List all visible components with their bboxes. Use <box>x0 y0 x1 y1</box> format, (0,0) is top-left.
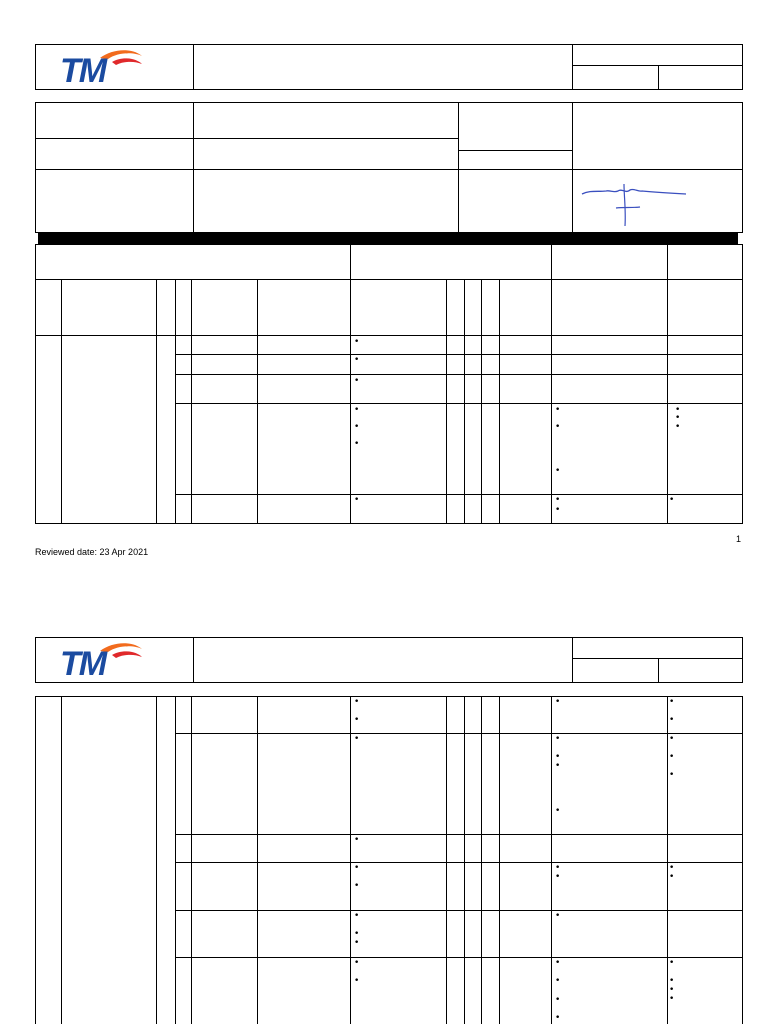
info-divider <box>193 102 194 233</box>
bullet: • <box>354 376 360 386</box>
table-rule <box>175 696 176 1024</box>
bullet: • <box>669 752 675 762</box>
table-rule <box>156 279 157 524</box>
bullet: • <box>354 911 360 921</box>
header-divider <box>572 637 573 683</box>
table-rule <box>175 279 176 524</box>
bullet: • <box>354 355 360 365</box>
table-rule <box>35 279 743 280</box>
table-rule <box>481 696 482 1024</box>
bullet: • <box>555 405 561 415</box>
bullet: • <box>555 761 561 771</box>
table-rule <box>61 279 62 524</box>
table-rule <box>175 862 743 863</box>
table-rule <box>667 696 668 1024</box>
bullet: • <box>555 422 561 432</box>
header-divider <box>658 65 659 90</box>
page-number: 1 <box>736 534 742 544</box>
table-rule <box>175 354 743 355</box>
bullet: • <box>555 495 561 505</box>
header-divider <box>193 637 194 683</box>
bullet: • <box>669 495 675 505</box>
bullet: • <box>669 770 675 780</box>
bullet: • <box>354 881 360 891</box>
table-rule <box>35 696 36 1024</box>
logo-text: TM <box>60 645 106 683</box>
bullet: • <box>354 337 360 347</box>
bullet: • <box>555 752 561 762</box>
section-band <box>38 233 738 244</box>
info-divider <box>35 169 458 170</box>
bullet: • <box>669 958 675 968</box>
table-rule <box>175 834 743 835</box>
table-rule <box>175 910 743 911</box>
table-rule <box>499 696 500 1024</box>
info-divider <box>458 102 459 233</box>
bullet: • <box>555 806 561 816</box>
table-rule <box>175 733 743 734</box>
bullet: • <box>354 929 360 939</box>
bullet: • <box>669 734 675 744</box>
table-rule <box>481 279 482 524</box>
info-divider <box>458 150 572 151</box>
header-divider <box>658 658 659 683</box>
risk-table <box>35 244 743 524</box>
bullet: • <box>555 734 561 744</box>
table-rule <box>191 696 192 1024</box>
header-divider <box>572 44 573 90</box>
table-rule <box>350 696 351 1024</box>
bullet: • <box>669 994 675 1004</box>
bullet: • <box>354 405 360 415</box>
bullet: • <box>555 466 561 476</box>
signature-image <box>580 180 690 230</box>
bullet: • <box>354 715 360 725</box>
table-rule <box>257 279 258 524</box>
header-divider <box>193 44 194 90</box>
bullet: • <box>555 911 561 921</box>
info-divider <box>35 138 458 139</box>
table-rule <box>464 696 465 1024</box>
table-rule <box>742 696 743 1024</box>
table-rule <box>175 403 743 404</box>
bullet: • <box>669 985 675 995</box>
reviewed-date: Reviewed date: 23 Apr 2021 <box>35 547 149 557</box>
table-rule <box>61 696 62 1024</box>
bullet: • <box>669 863 675 873</box>
bullet: • <box>555 863 561 873</box>
table-rule <box>175 494 743 495</box>
bullet: • <box>354 958 360 968</box>
bullet: • <box>669 976 675 986</box>
table-rule <box>156 696 157 1024</box>
bullet: • <box>354 863 360 873</box>
bullet: • <box>669 715 675 725</box>
table-rule <box>175 957 743 958</box>
table-rule <box>257 696 258 1024</box>
info-divider <box>572 102 573 233</box>
table-rule <box>464 279 465 524</box>
info-divider <box>458 169 572 170</box>
bullet: • <box>555 505 561 515</box>
info-divider <box>572 169 743 170</box>
table-rule <box>35 335 743 336</box>
bullet: • <box>555 697 561 707</box>
bullet: • <box>354 439 360 449</box>
table-rule <box>667 244 668 524</box>
bullet: • <box>675 413 681 423</box>
bullet: • <box>354 495 360 505</box>
bullet: • <box>354 422 360 432</box>
bullet: • <box>555 1013 561 1023</box>
table-rule <box>35 696 743 697</box>
tm-logo <box>58 46 148 88</box>
table-rule <box>175 374 743 375</box>
table-rule <box>446 279 447 524</box>
bullet: • <box>675 422 681 432</box>
table-rule <box>551 696 552 1024</box>
bullet: • <box>354 835 360 845</box>
table-rule <box>191 279 192 524</box>
bullet: • <box>555 976 561 986</box>
bullet: • <box>354 976 360 986</box>
table-rule <box>551 244 552 524</box>
tm-logo <box>58 639 148 681</box>
bullet: • <box>669 872 675 882</box>
bullet: • <box>669 697 675 707</box>
table-rule <box>446 696 447 1024</box>
bullet: • <box>354 697 360 707</box>
bullet: • <box>354 938 360 948</box>
bullet: • <box>354 734 360 744</box>
bullet: • <box>675 405 681 415</box>
bullet: • <box>555 958 561 968</box>
bullet: • <box>555 995 561 1005</box>
logo-text: TM <box>60 52 106 90</box>
table-rule <box>499 279 500 524</box>
bullet: • <box>555 872 561 882</box>
table-rule <box>350 244 351 524</box>
